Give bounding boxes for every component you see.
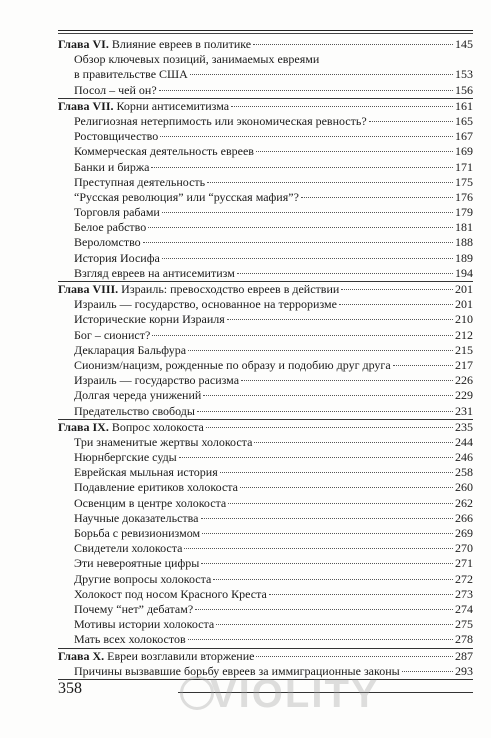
toc-entry <box>58 129 473 144</box>
toc-entry <box>58 526 473 541</box>
toc-entry <box>58 343 473 358</box>
entry-title: Долгая череда унижений <box>74 388 202 403</box>
dot-leader <box>254 442 453 443</box>
toc-entry <box>58 617 473 632</box>
entry-title: Ростовщичество <box>74 129 159 144</box>
entry-title: Мотивы истории холокоста <box>74 617 215 632</box>
chapter-heading-text <box>58 282 339 297</box>
dot-leader <box>240 487 453 488</box>
entry-title: Сионизм/нацизм, рожденные по образу и подобию друг друга <box>74 357 391 372</box>
page-ref: 188 <box>455 235 473 250</box>
page-ref: 215 <box>455 342 473 357</box>
entry-title: Научные доказательства <box>74 510 199 525</box>
dot-leader <box>228 503 453 504</box>
dot-leader <box>197 411 453 412</box>
toc-entry <box>58 465 473 480</box>
entry-title: Коммерческая деятельность евреев <box>74 144 254 159</box>
page-ref: 156 <box>455 82 473 97</box>
dot-leader <box>216 624 453 625</box>
toc-entry <box>58 480 473 495</box>
page-ref: 161 <box>455 98 473 113</box>
toc-entry <box>58 328 473 343</box>
page-ref: 201 <box>455 282 473 296</box>
chapter-9 <box>58 420 473 649</box>
page-ref: 179 <box>455 205 473 220</box>
toc-entry <box>58 205 473 220</box>
page-ref: 169 <box>455 144 473 159</box>
page-ref: 244 <box>455 434 473 449</box>
entry-title: Предательство свободы <box>74 403 195 418</box>
entry-title: Торговля рабами <box>74 205 160 220</box>
page-ref: 293 <box>455 663 473 678</box>
dot-leader <box>143 242 453 243</box>
page-ref: 167 <box>455 129 473 144</box>
chapter-title: Израиль: превосходство евреев в действии <box>121 282 340 296</box>
entry-title: Бог – сионист? <box>74 327 151 342</box>
entry-title: Израиль — государство расизма <box>74 373 240 388</box>
page-ref: 217 <box>455 357 473 372</box>
dot-leader <box>188 639 453 640</box>
toc-entry <box>58 220 473 235</box>
toc-entry <box>58 144 473 159</box>
chapter-label: Глава IX. <box>58 419 109 434</box>
chapter-heading-text <box>58 99 229 114</box>
page-ref: 176 <box>455 189 473 204</box>
dot-leader <box>195 609 453 610</box>
page-ref: 165 <box>455 113 473 128</box>
chapter-7 <box>58 99 473 282</box>
toc-entry <box>58 358 473 373</box>
page-ref: 262 <box>455 495 473 510</box>
dot-leader <box>152 335 453 336</box>
chapter-label: Глава VIII. <box>58 282 119 296</box>
entry-title: Свидетели холокоста <box>74 541 183 556</box>
entry-title: Подавление еритиков холокоста <box>74 480 238 495</box>
dot-leader <box>253 44 453 45</box>
dot-leader <box>207 182 453 183</box>
dot-leader <box>301 197 453 198</box>
entry-title: Исторические корни Израиля <box>74 312 225 327</box>
entry-title: История Иосифа <box>74 250 160 265</box>
dot-leader <box>188 350 453 351</box>
entry-title: Другие вопросы холокоста <box>74 571 212 586</box>
dot-leader <box>202 533 453 534</box>
page-ref: 201 <box>455 297 473 312</box>
page-ref: 273 <box>455 586 473 601</box>
toc-entry <box>58 52 473 67</box>
page-ref: 246 <box>455 450 473 465</box>
toc-entry <box>58 83 473 98</box>
page-ref: 266 <box>455 510 473 525</box>
chapter-label: Глава X. <box>58 648 105 663</box>
chapter-6 <box>58 37 473 99</box>
toc-entry <box>58 114 473 129</box>
dot-leader <box>162 258 453 259</box>
page-ref: 175 <box>455 174 473 189</box>
dot-leader <box>206 427 453 428</box>
entry-title: Вероломство <box>74 235 141 250</box>
toc-entry <box>58 541 473 556</box>
dot-leader <box>160 136 453 137</box>
entry-title: Нюрнбергские суды <box>74 450 177 465</box>
dot-leader <box>256 656 453 657</box>
entry-title: Израиль — государство, основанное на терроризме <box>74 297 337 312</box>
dot-leader <box>148 227 453 228</box>
page-ref: 153 <box>455 67 473 82</box>
dot-leader <box>341 289 453 290</box>
dot-leader <box>393 365 453 366</box>
toc-entry <box>58 572 473 587</box>
dot-leader <box>162 212 453 213</box>
chapter-title: Евреи возглавили вторжение <box>107 648 255 663</box>
dot-leader <box>203 395 453 396</box>
dot-leader <box>151 167 453 168</box>
chapter-heading <box>58 99 473 114</box>
chapter-heading <box>58 649 473 664</box>
entry-title: Причины вызвавшие борьбу евреев за иммиграционные законы <box>74 663 400 678</box>
entry-title: Религиозная нетерпимость или экономическая ревность? <box>74 113 367 128</box>
page-ref: 181 <box>455 220 473 235</box>
toc-entry-continued <box>58 67 473 82</box>
page-ref: 274 <box>455 601 473 616</box>
page-ref: 278 <box>455 632 473 647</box>
entry-title: Преступная деятельность <box>74 174 206 189</box>
entry-title: Взгляд евреев на антисемитизм <box>74 265 235 280</box>
toc-entry <box>58 496 473 511</box>
toc-entry <box>58 602 473 617</box>
chapter-heading-text <box>58 420 204 435</box>
entry-title: Еврейская мыльная история <box>74 465 218 480</box>
page-ref: 231 <box>455 403 473 418</box>
chapter-heading <box>58 420 473 435</box>
entry-title: Банки и биржа <box>74 159 150 174</box>
chapter-title: Корни антисемитизма <box>116 98 230 113</box>
top-rule-thin <box>58 33 473 34</box>
page-ref: 271 <box>455 556 473 571</box>
toc-entry <box>58 160 473 175</box>
dot-leader <box>179 457 453 458</box>
page-ref: 272 <box>455 571 473 586</box>
toc-entry <box>58 266 473 281</box>
watermark: VIOLITY <box>210 672 380 716</box>
toc-entry <box>58 373 473 388</box>
page-ref: 210 <box>455 312 473 327</box>
page-ref: 269 <box>455 526 473 540</box>
page-ref: 229 <box>455 388 473 403</box>
toc-entry <box>58 404 473 419</box>
page-number: 358 <box>58 680 82 697</box>
dot-leader <box>369 121 453 122</box>
dot-leader <box>269 594 453 595</box>
page-ref: 287 <box>455 648 473 663</box>
toc-entry <box>58 251 473 266</box>
entry-title-continued: в правительстве США <box>74 67 188 82</box>
page-ref: 270 <box>455 541 473 556</box>
toc-entry <box>58 297 473 312</box>
toc-entry <box>58 556 473 571</box>
dot-leader <box>402 671 453 672</box>
entry-title: “Русская революция” или “русская мафия”? <box>74 189 299 204</box>
toc-entry <box>58 175 473 190</box>
dot-leader <box>220 472 453 473</box>
dot-leader <box>231 106 453 107</box>
toc-entry <box>58 587 473 602</box>
page-ref: 189 <box>455 250 473 265</box>
entry-title: Освенцим в центре холокоста <box>74 495 227 510</box>
dot-leader <box>201 518 454 519</box>
entry-title: Декларация Бальфура <box>74 342 187 357</box>
entry-title: Эти невероятные цифры <box>74 556 200 571</box>
dot-leader <box>339 304 453 305</box>
chapter-heading <box>58 282 473 297</box>
table-of-contents <box>58 37 473 680</box>
entry-title: Обзор ключевых позиций, занимаемых евреями <box>74 52 320 67</box>
dot-leader <box>201 563 453 564</box>
page-ref: 194 <box>455 265 473 280</box>
entry-title: Почему “нет” дебатам? <box>74 601 194 616</box>
toc-entry <box>58 388 473 403</box>
dot-leader <box>184 548 453 549</box>
page-ref: 171 <box>455 159 473 174</box>
page-ref: 275 <box>455 617 473 632</box>
entry-title: Борьба с ревизионизмом <box>74 526 201 540</box>
page-ref: 235 <box>455 419 473 434</box>
toc-entry <box>58 450 473 465</box>
chapter-label: Глава VI. <box>58 37 109 51</box>
chapter-title: Влияние евреев в политике <box>111 37 252 51</box>
dot-leader <box>213 579 453 580</box>
entry-title: Посол – чей он? <box>74 82 157 97</box>
dot-leader <box>190 74 453 75</box>
dot-leader <box>256 151 453 152</box>
entry-title: Белое рабство <box>74 220 147 235</box>
dot-leader <box>227 319 453 320</box>
toc-entry <box>58 511 473 526</box>
page-ref: 212 <box>455 327 473 342</box>
dot-leader <box>237 273 453 274</box>
chapter-label: Глава VII. <box>58 98 114 113</box>
top-rule <box>58 30 473 31</box>
entry-title: Три знаменитые жертвы холокоста <box>74 434 253 449</box>
toc-entry <box>58 632 473 647</box>
chapter-8 <box>58 282 473 420</box>
watermark-logo-icon <box>180 676 214 710</box>
dot-leader <box>159 90 453 91</box>
entry-title: Мать всех холокостов <box>74 632 186 647</box>
toc-entry <box>58 235 473 250</box>
page-ref: 258 <box>455 465 473 480</box>
page-ref: 226 <box>455 373 473 388</box>
page-ref: 260 <box>455 480 473 495</box>
entry-title: Холокост под носом Красного Креста <box>74 586 267 601</box>
toc-entry <box>58 435 473 450</box>
dot-leader <box>241 380 453 381</box>
chapter-heading-text <box>58 649 254 664</box>
toc-entry <box>58 190 473 205</box>
chapter-title: Вопрос холокоста <box>111 419 204 434</box>
chapter-heading <box>58 37 473 52</box>
page-ref: 145 <box>455 37 473 51</box>
toc-entry <box>58 312 473 327</box>
